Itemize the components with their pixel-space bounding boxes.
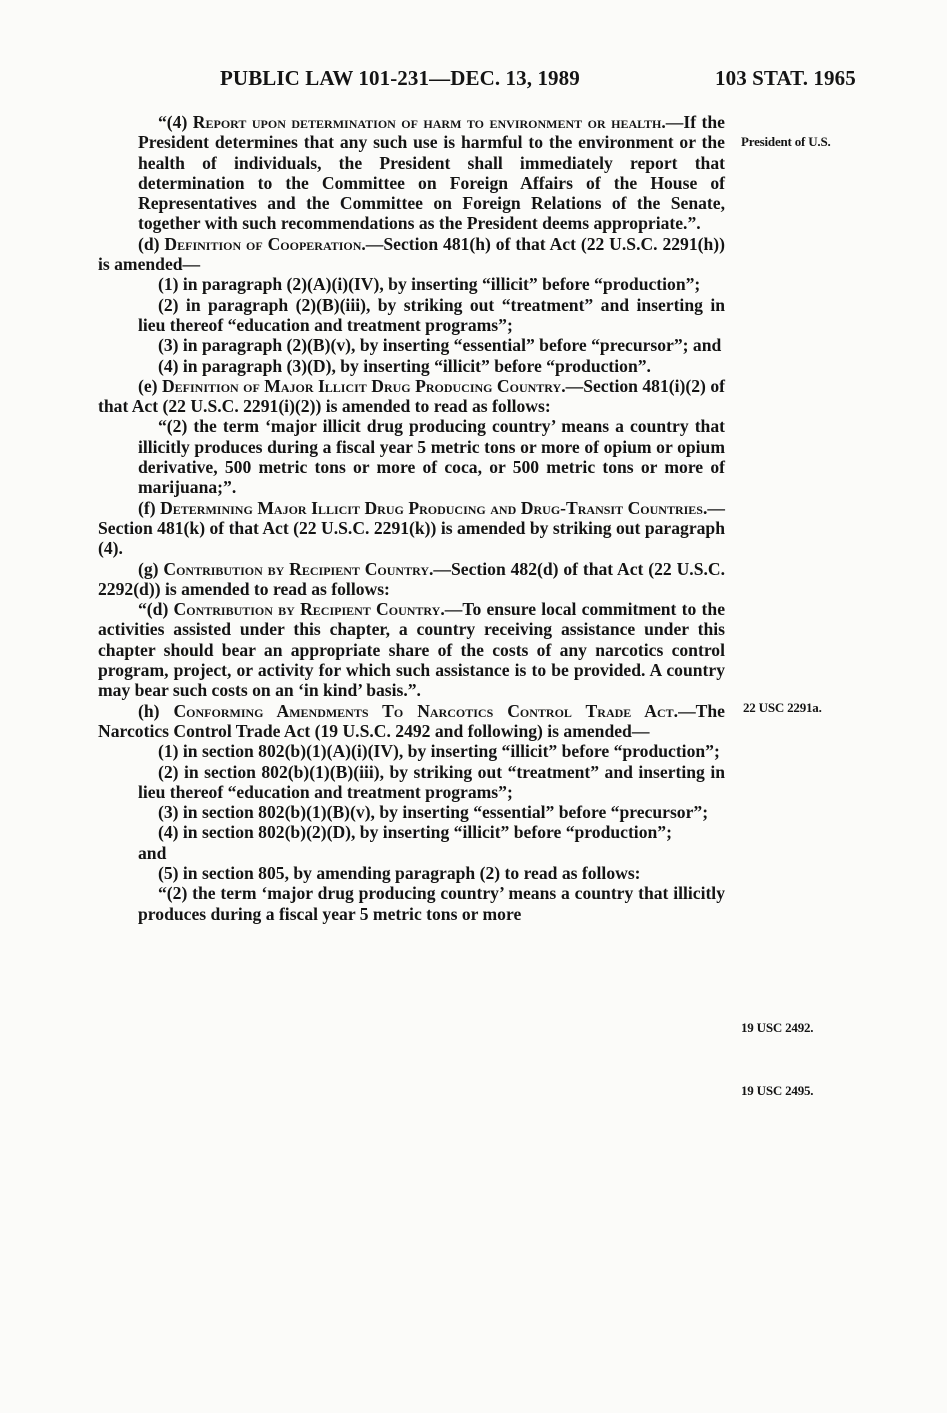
subsection-h-item-5-quote: “(2) the term ‘major drug producing country’ means a country that illicitly produces during a fiscal year 5 metric tons or more bbox=[138, 883, 725, 924]
subsection-h-item-3: (3) in section 802(b)(1)(B)(v), by inserting “essential” before “precursor”; bbox=[158, 802, 709, 823]
margin-note-president: President of U.S. bbox=[741, 134, 831, 149]
subsection-e: (e) Definition of Major Illicit Drug Producing Country.—Section 481(i)(2) of that Act (22 U.S.C. 2291(i)(2)) is amended to read as follows: bbox=[98, 375, 725, 417]
subsection-g-quote: “(d) Contribution by Recipient Country.—To ensure local commitment to the activities assisted under this chapter, a country receiving assistance under this chapter should bear an appropriate share of the costs of any narcotics control program, project, or activity for which such assistance is to be provided. A country may bear such costs on an ‘in kind’ basis.”. bbox=[98, 599, 725, 701]
subsection-h-and: and bbox=[138, 842, 167, 863]
page-header-title: PUBLIC LAW 101-231—DEC. 13, 1989 bbox=[220, 66, 580, 90]
paragraph-4-report: “(4) Report upon determination of harm to environment or health.—If the President determines that any such use is harmful to the environment or the health of individuals, the President shall immediately report that determination to the Committee on Foreign Affairs of the House of Representatives and the Committee on Foreign Relations of the Senate, together with such recommendations as the President deems appropriate.”. bbox=[138, 112, 725, 234]
heading-conforming-amendments: Conforming Amendments To Narcotics Control Trade Act bbox=[173, 700, 674, 721]
heading-contribution-recipient-quoted: Contribution by Recipient Country bbox=[173, 599, 441, 620]
heading-definition-of-cooperation: Definition of Cooperation bbox=[164, 233, 362, 254]
margin-note-22usc2291a: 22 USC 2291a. bbox=[743, 700, 822, 715]
body-text bbox=[98, 112, 725, 924]
subsection-h-item-2: (2) in section 802(b)(1)(B)(iii), by striking out “treatment” and inserting in lieu thereof “education and treatment programs”; bbox=[138, 761, 725, 802]
subsection-d-item-3: (3) in paragraph (2)(B)(v), by inserting “essential” before “precursor”; and bbox=[158, 335, 722, 356]
subsection-h-item-5: (5) in section 805, by amending paragraph (2) to read as follows: bbox=[158, 862, 641, 883]
subsection-h: (h) Conforming Amendments To Narcotics Control Trade Act.—The Narcotics Control Trade Act (19 U.S.C. 2492 and following) is amended— bbox=[98, 700, 725, 741]
margin-note-19usc2492: 19 USC 2492. bbox=[741, 1020, 814, 1035]
page-header-stat: 103 STAT. 1965 bbox=[715, 66, 856, 90]
subsection-h-item-4: (4) in section 802(b)(2)(D), by inserting “illicit” before “production”; bbox=[158, 822, 672, 843]
subsection-g: (g) Contribution by Recipient Country.—Section 482(d) of that Act (22 U.S.C. 2292(d)) is amended to read as follows: bbox=[98, 558, 725, 599]
subsection-f: (f) Determining Major Illicit Drug Producing and Drug-Transit Countries.—Section 481(k) of that Act (22 U.S.C. 2291(k)) is amended by striking out paragraph (4). bbox=[98, 497, 725, 559]
heading-definition-major-illicit: Definition of Major Illicit Drug Producing Country bbox=[161, 375, 562, 396]
subsection-d-item-1: (1) in paragraph (2)(A)(i)(IV), by inserting “illicit” before “production”; bbox=[158, 274, 701, 295]
subsection-d: (d) Definition of Cooperation.—Section 481(h) of that Act (22 U.S.C. 2291(h)) is amended— bbox=[98, 233, 726, 275]
subsection-d-item-2: (2) in paragraph (2)(B)(iii), by striking out “treatment” and inserting in lieu thereof “education and treatment programs”; bbox=[138, 294, 725, 335]
margin-note-19usc2495: 19 USC 2495. bbox=[741, 1083, 814, 1098]
subsection-e-quote: “(2) the term ‘major illicit drug producing country’ means a country that illicitly produces during a fiscal year 5 metric tons or more of opium or opium derivative, 500 metric tons or more of coca, or 500 metric tons or more of marijuana;”. bbox=[138, 416, 725, 498]
heading-report-upon-determination: Report upon determination of harm to environment or health bbox=[192, 112, 662, 132]
heading-determining-major: Determining Major Illicit Drug Producing and Drug-Transit Countries bbox=[160, 497, 703, 518]
subsection-h-item-1: (1) in section 802(b)(1)(A)(i)(IV), by inserting “illicit” before “production”; bbox=[158, 741, 720, 762]
heading-contribution-recipient: Contribution by Recipient Country bbox=[163, 558, 430, 579]
subsection-d-item-4: (4) in paragraph (3)(D), by inserting “illicit” before “production”. bbox=[158, 355, 651, 376]
